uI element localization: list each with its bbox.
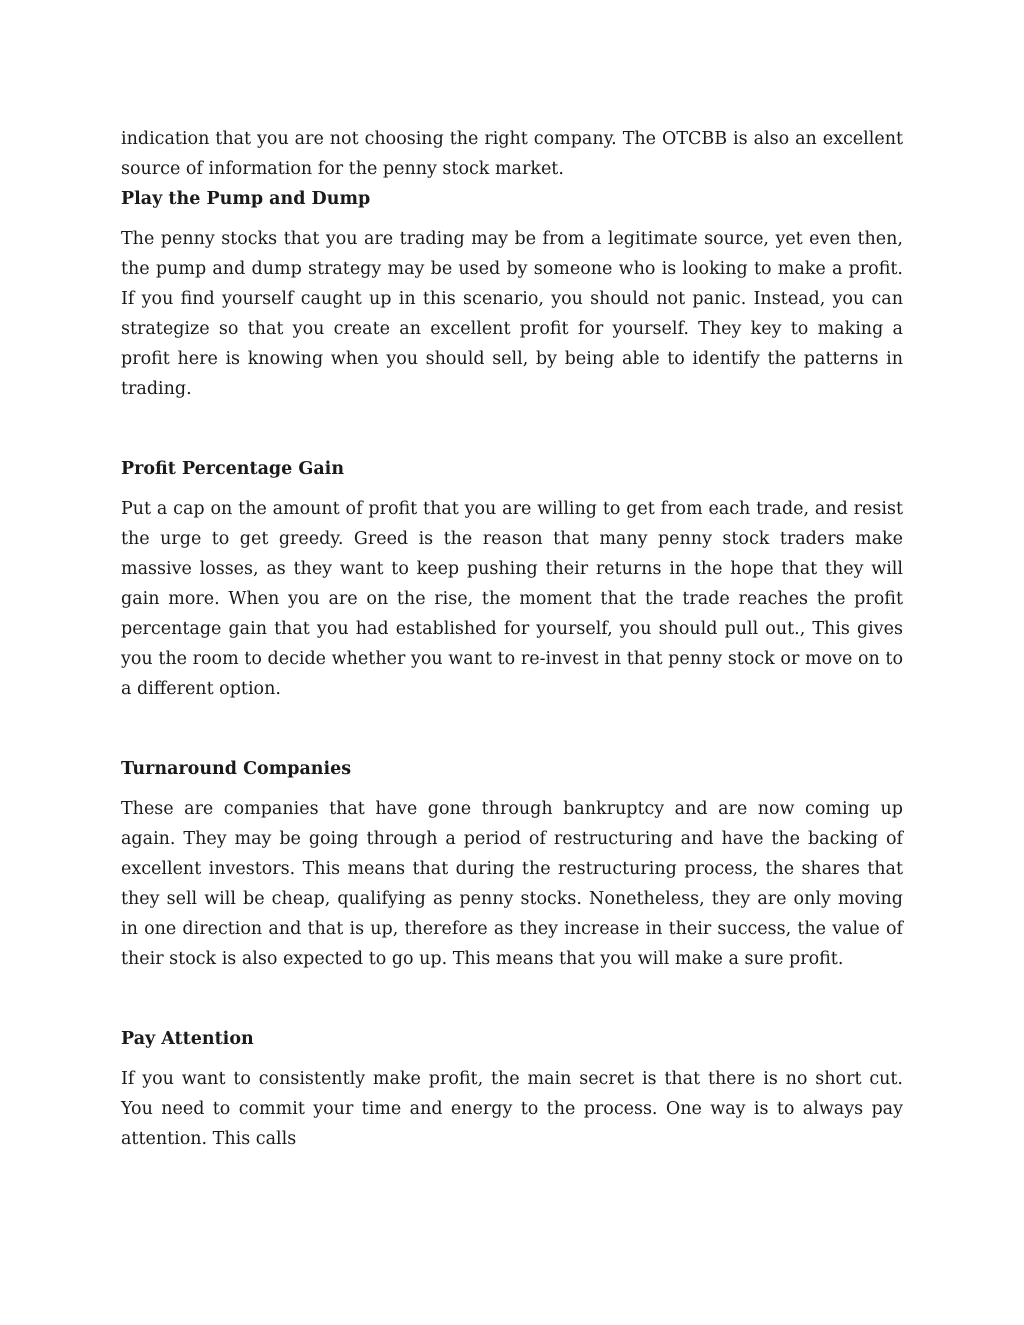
document-page bbox=[121, 124, 903, 1204]
section-profit-percentage-gain bbox=[121, 454, 903, 704]
section-heading: Pay Attention bbox=[121, 1029, 254, 1049]
intro-paragraph: indication that you are not choosing the right company. The OTCBB is also an excellent source of information for the penny stock market. bbox=[121, 129, 903, 179]
section-heading: Play the Pump and Dump bbox=[121, 189, 371, 209]
section-heading: Turnaround Companies bbox=[121, 759, 352, 779]
section-turnaround-companies bbox=[121, 754, 903, 974]
section-paragraph: Put a cap on the amount of profit that you are willing to get from each trade, and resist the urge to get greedy. Greed is the reason that many penny stock traders make massive losses, as they want to keep pushing their returns in the hope that they will gain more. When you are on the rise, the moment that the trade reaches the profit percentage gain that you had established for yourself, you should pull out., This gives you the room to decide whether you want to re-invest in that penny stock or move on to a different option. bbox=[121, 499, 903, 699]
section-paragraph: If you want to consistently make profit, the main secret is that there is no short cut. You need to commit your time and energy to the process. One way is to always pay attention. This calls bbox=[121, 1069, 903, 1149]
section-paragraph: These are companies that have gone through bankruptcy and are now coming up again. They may be going through a period of restructuring and have the backing of excellent investors. This means that during the restructuring process, the shares that they sell will be cheap, qualifying as penny stocks. Nonetheless, they are only moving in one direction and that is up, therefore as they increase in their success, the value of their stock is also expected to go up. This means that you will make a sure profit. bbox=[121, 799, 903, 969]
section-pay-attention bbox=[121, 1024, 903, 1154]
section-paragraph: The penny stocks that you are trading may be from a legitimate source, yet even then, the pump and dump strategy may be used by someone who is looking to make a profit. If you find yourself caught up in this scenario, you should not panic. Instead, you can strategize so that you create an excellent profit for yourself. They key to making a profit here is knowing when you should sell, by being able to identify the patterns in trading. bbox=[121, 229, 903, 399]
section-pump-and-dump bbox=[121, 184, 903, 404]
section-heading: Profit Percentage Gain bbox=[121, 459, 345, 479]
